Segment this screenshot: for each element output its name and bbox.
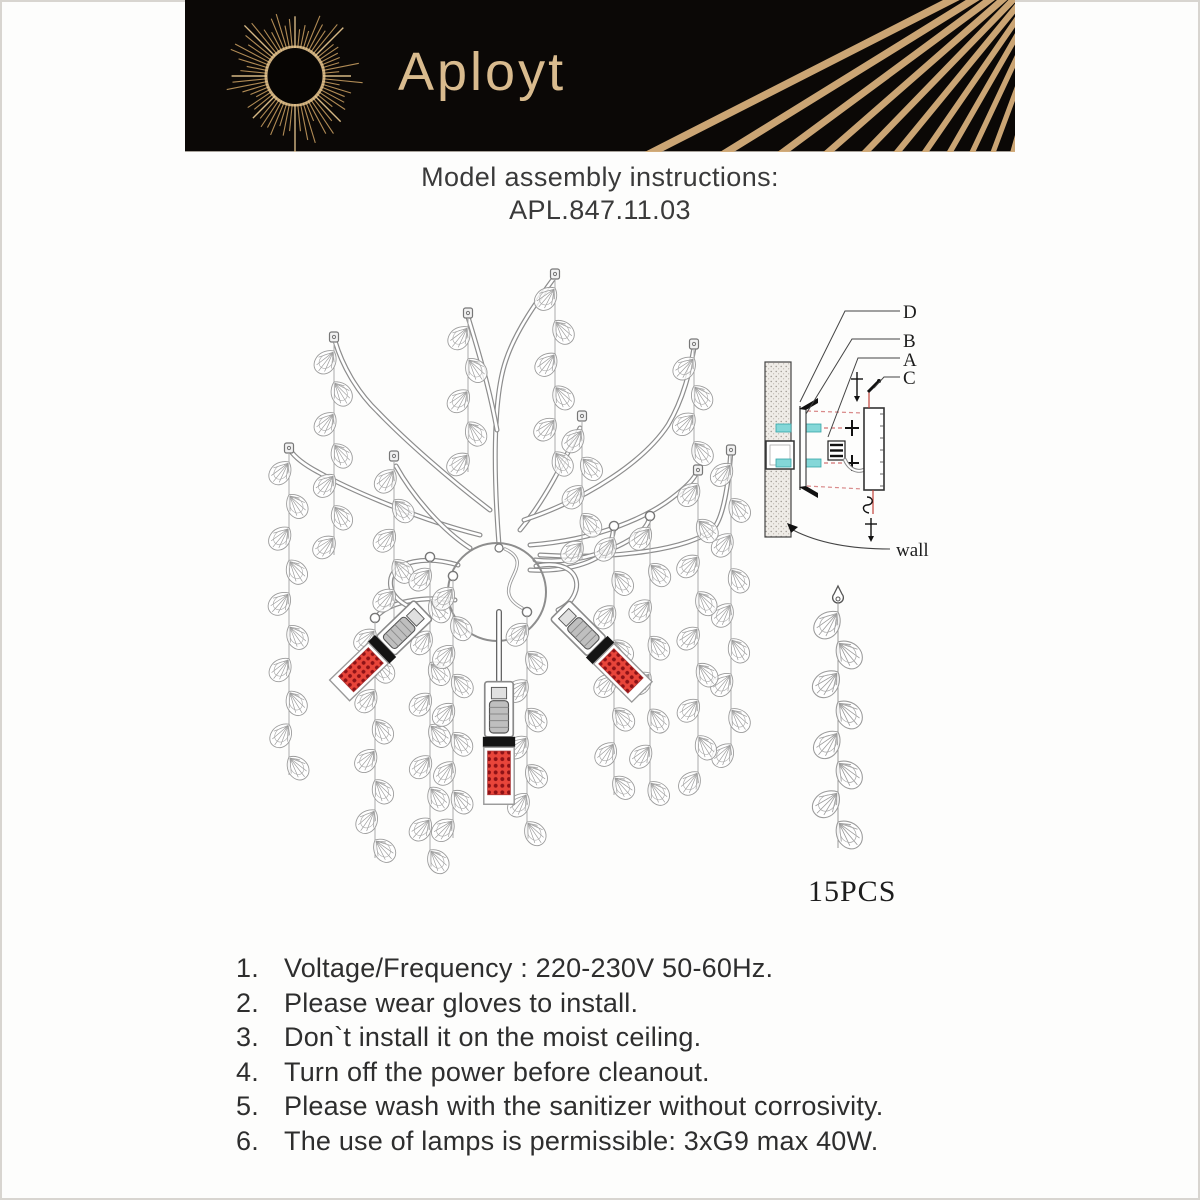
label-c: C xyxy=(903,368,916,389)
lamp-shade xyxy=(488,751,511,795)
instruction-item: 1. Voltage/Frequency : 220-230V 50-60Hz. xyxy=(236,953,774,983)
branch-arm xyxy=(505,549,522,608)
chandelier-drawing xyxy=(264,269,755,878)
leaf-strand xyxy=(624,511,675,809)
leaf-strand xyxy=(264,443,314,784)
mounting-plate xyxy=(864,408,884,490)
assembly-diagram xyxy=(0,240,1200,940)
lamp-bulb xyxy=(490,701,509,733)
garland-hook xyxy=(833,586,844,603)
lamp-socket xyxy=(491,687,506,698)
title-block xyxy=(0,161,1200,227)
terminal-block xyxy=(828,441,845,460)
pieces-count-label: 15PCS xyxy=(808,875,897,908)
label-d: D xyxy=(903,302,917,323)
banner-decoration xyxy=(185,0,1015,152)
label-a: A xyxy=(903,350,917,371)
label-b: B xyxy=(903,331,916,352)
branch-arm xyxy=(495,278,554,545)
lamp-band xyxy=(483,737,515,747)
leaf-garland-part xyxy=(807,586,867,854)
leaf-strand xyxy=(672,465,722,799)
instruction-item: 5. Please wash with the sanitizer without corrosivity. xyxy=(236,1091,884,1122)
model-number: APL.847.11.03 xyxy=(509,195,691,225)
wall-mount-diagram xyxy=(765,311,900,549)
wall-anchor xyxy=(776,424,791,432)
leaf-strand xyxy=(308,332,356,563)
wall-anchor xyxy=(806,459,821,467)
instructions-list xyxy=(236,951,883,1159)
instruction-item: 6. The use of lamps is permissible: 3xG9 max 40W. xyxy=(236,1125,879,1156)
brand-logo-text: Aployt xyxy=(398,42,567,102)
label-wall: wall xyxy=(896,540,929,561)
instruction-item: 2. Please wear gloves to install. xyxy=(236,987,639,1018)
wall-anchor xyxy=(806,424,821,432)
leaf-strand xyxy=(668,339,717,470)
starburst-logo-icon xyxy=(227,14,363,152)
leaf-strand xyxy=(442,308,491,480)
brand-banner xyxy=(185,0,1015,152)
wall-anchor xyxy=(776,459,791,467)
instruction-item: 4. Turn off the power before cleanout. xyxy=(236,1056,710,1087)
instruction-item: 3. Don`t install it on the moist ceiling. xyxy=(236,1022,702,1053)
lamp-assembly xyxy=(483,682,515,805)
page-title: Model assembly instructions: xyxy=(421,162,779,192)
